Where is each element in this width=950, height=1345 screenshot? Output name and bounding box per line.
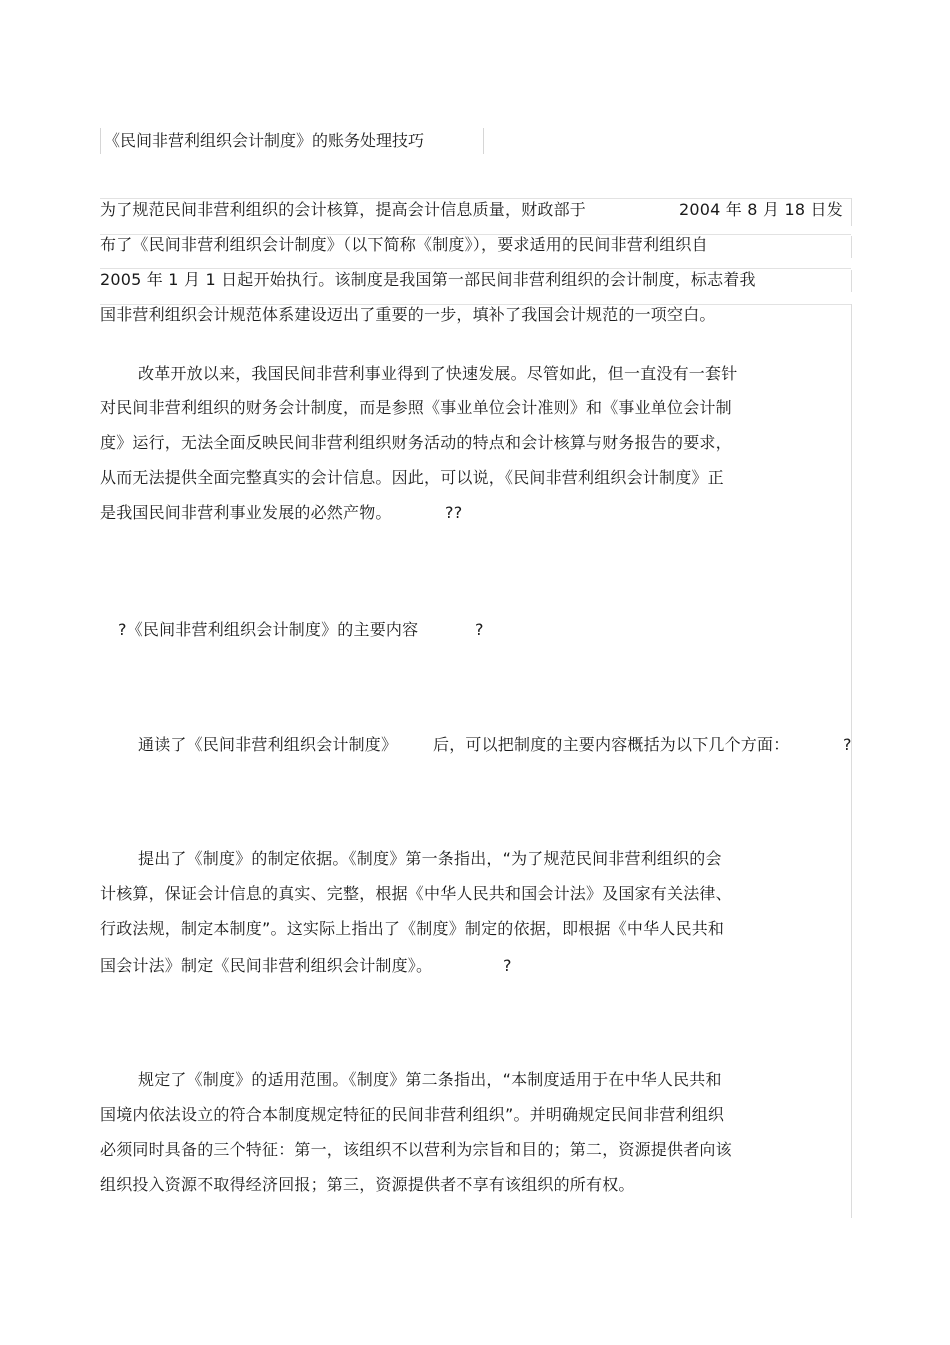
paragraph-2-line: 改革开放以来，我国民间非营利事业得到了快速发展。尽管如此，但一直没有一套针 (138, 364, 738, 383)
unknown-glyph-mark: ? (843, 735, 852, 754)
unknown-glyph-mark: ? (475, 620, 484, 639)
paragraph-4-line: 提出了《制度》的制定依据。《制度》第一条指出，“为了规范民间非营利组织的会 (138, 849, 722, 868)
paragraph-5-line: 国境内依法设立的符合本制度规定特征的民间非营利组织”。并明确规定民间非营利组织 (100, 1105, 725, 1124)
paragraph-4-line: 国会计法》制定《民间非营利组织会计制度》。 (100, 956, 433, 975)
date-fragment: 2004 年 8 月 18 日发 (679, 200, 843, 219)
paragraph-3-line: 后，可以把制度的主要内容概括为以下几个方面： (433, 735, 790, 754)
paragraph-1-line: 2005 年 1 月 1 日起开始执行。该制度是我国第一部民间非营利组织的会计制度，标志着我 (100, 270, 756, 289)
paragraph-1-line: 布了《民间非营利组织会计制度》（以下简称《制度》），要求适用的民间非营利组织自 (100, 235, 708, 254)
paragraph-1-line: 国非营利组织会计规范体系建设迈出了重要的一步，填补了我国会计规范的一项空白。 (100, 305, 716, 324)
paragraph-4-line: 计核算，保证会计信息的真实、完整，根据《中华人民共和国会计法》及国家有关法律、 (100, 884, 732, 903)
paragraph-5-line: 规定了《制度》的适用范围。《制度》第二条指出，“本制度适用于在中华人民共和 (138, 1070, 722, 1089)
paragraph-2-line: 度》运行，无法全面反映民间非营利组织财务活动的特点和会计核算与财务报告的要求， (100, 433, 732, 452)
paragraph-5-line: 必须同时具备的三个特征：第一，该组织不以营利为宗旨和目的；第二，资源提供者向该 (100, 1140, 732, 1159)
paragraph-4-line: 行政法规，制定本制度”。这实际上指出了《制度》制定的依据，即根据《中华人民共和 (100, 919, 725, 938)
document-title: 《民间非营利组织会计制度》的账务处理技巧 (104, 131, 425, 150)
paragraph-5-line: 组织投入资源不取得经济回报；第三，资源提供者不享有该组织的所有权。 (100, 1175, 635, 1194)
unknown-glyph-mark: ?? (445, 503, 463, 522)
paragraph-2-line: 是我国民间非营利事业发展的必然产物。 (100, 503, 392, 522)
section-heading: ?《民间非营利组织会计制度》的主要内容 (118, 620, 419, 639)
paragraph-2-line: 从而无法提供全面完整真实的会计信息。因此，可以说，《民间非营利组织会计制度》正 (100, 468, 724, 487)
margin-rule (851, 198, 852, 226)
paragraph-2-line: 对民间非营利组织的财务会计制度，而是参照《事业单位会计准则》和《事业单位会计制 (100, 398, 732, 417)
unknown-glyph-mark: ? (503, 956, 512, 975)
paragraph-3-line: 通读了《民间非营利组织会计制度》 (138, 735, 398, 754)
margin-rule (851, 236, 852, 258)
margin-rule (851, 304, 852, 1218)
paragraph-1-line: 为了规范民间非营利组织的会计核算，提高会计信息质量，财政部于 (100, 200, 587, 219)
margin-rule (851, 270, 852, 292)
